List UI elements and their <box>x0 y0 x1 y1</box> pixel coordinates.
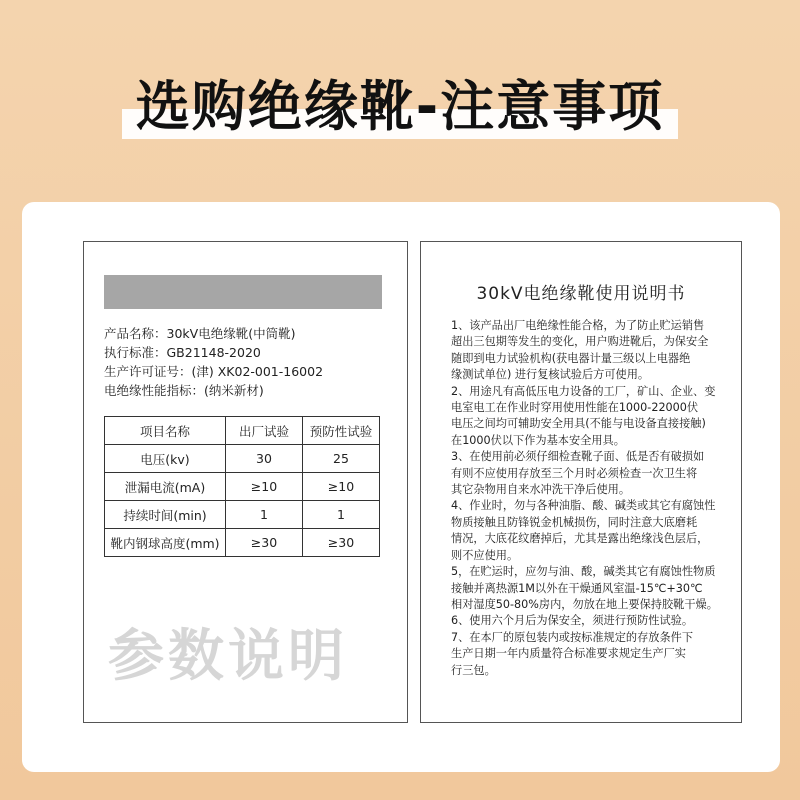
manual-line: 1、该产品出厂电绝缘性能合格，为了防止贮运销售 <box>451 319 705 332</box>
manual-line: 情况，大底花纹磨掉后，尤其是露出绝缘浅色层后， <box>451 532 709 546</box>
table-cell: 30 <box>226 445 303 473</box>
manual-line: 有则不应使用存放至三个月时必须检查一次卫生将 <box>451 466 698 480</box>
manual-line: 电压之间均可辅助安全用具(不能与电设备直接接触) <box>451 417 706 431</box>
table-cell: 25 <box>303 445 380 473</box>
table-cell: 泄漏电流(mA) <box>105 473 226 501</box>
table-header-row <box>105 417 380 445</box>
table-header-cell: 出厂试验 <box>226 417 303 445</box>
parameter-table <box>104 416 380 557</box>
manual-line: 2、用途凡有高低压电力设备的工厂，矿山、企业、变 <box>451 384 716 398</box>
table-row <box>105 529 380 557</box>
manual-line: 则不应使用。 <box>451 548 519 562</box>
table-cell: 电压(kv) <box>105 445 226 473</box>
spec-product-name: 产品名称：30kV电绝缘靴(中筒靴) <box>104 326 296 341</box>
table-row <box>105 473 380 501</box>
table-header-cell: 项目名称 <box>105 417 226 445</box>
manual-line: 4、作业时，勿与各种油脂、酸、碱类或其它有腐蚀性 <box>451 499 716 513</box>
header <box>0 72 800 142</box>
manual-line: 随即到电力试验机构(获电器计量三级以上电器绝 <box>451 351 691 365</box>
manual-line: 接触并离热源1M以外在干燥通风室温-15℃+30℃ <box>451 581 703 595</box>
label-placeholder-bar <box>104 275 382 309</box>
page-title: 选购绝缘靴-注意事项 <box>135 75 665 138</box>
manual-title: 30kV电绝缘靴使用说明书 <box>476 284 686 304</box>
spec-standard: 执行标准：GB21148-2020 <box>104 345 261 360</box>
manual-line: 7、在本厂的原包装内或按标准规定的存放条件下 <box>451 630 694 644</box>
parameter-card <box>83 241 408 723</box>
manual-line: 缘测试单位) 进行复核试验后方可使用。 <box>451 368 650 382</box>
spec-license: 生产许可证号：(津) XK02-001-16002 <box>104 364 324 379</box>
watermark-text: 参数说明 <box>108 624 348 689</box>
manual-line: 超出三包期等发生的变化，用户购进靴后，为保安全 <box>451 335 709 349</box>
manual-line: 行三包。 <box>451 663 496 677</box>
spec-insulation: 电绝缘性能指标：(纳米新材) <box>104 383 264 398</box>
spec-list <box>104 324 323 400</box>
manual-line: 电室电工在作业时穿用使用性能在1000-22000伏 <box>451 401 699 415</box>
manual-line: 3、在使用前必须仔细检查靴子面、低是否有破损如 <box>451 450 705 464</box>
table-cell: ≥30 <box>303 529 380 557</box>
manual-line: 生产日期一年内质量符合标准要求规定生产厂实 <box>451 647 686 661</box>
manual-card <box>420 241 742 723</box>
manual-body <box>451 318 731 679</box>
content-panel <box>22 202 780 772</box>
table-cell: 1 <box>226 501 303 529</box>
table-row <box>105 445 380 473</box>
table-cell: ≥10 <box>303 473 380 501</box>
table-cell: 靴内钢球高度(mm) <box>105 529 226 557</box>
manual-line: 相对湿度50-80%房内，勿放在地上要保持胶靴干燥。 <box>451 597 718 611</box>
manual-line: 其它杂物用自来水冲洗干净后使用。 <box>451 483 631 497</box>
manual-line: 5，在贮运时，应勿与油、酸，碱类其它有腐蚀性物质 <box>451 565 716 579</box>
table-row <box>105 501 380 529</box>
table-cell: ≥30 <box>226 529 303 557</box>
table-cell: ≥10 <box>226 473 303 501</box>
table-header-cell: 预防性试验 <box>303 417 380 445</box>
manual-line: 物质接触且防锋锐金机械损伤，同时注意大底磨耗 <box>451 515 698 529</box>
table-cell: 1 <box>303 501 380 529</box>
manual-line: 在1000伏以下作为基本安全用具。 <box>451 433 625 447</box>
table-cell: 持续时间(min) <box>105 501 226 529</box>
manual-line: 6、使用六个月后为保安全，须进行预防性试验。 <box>451 614 694 628</box>
